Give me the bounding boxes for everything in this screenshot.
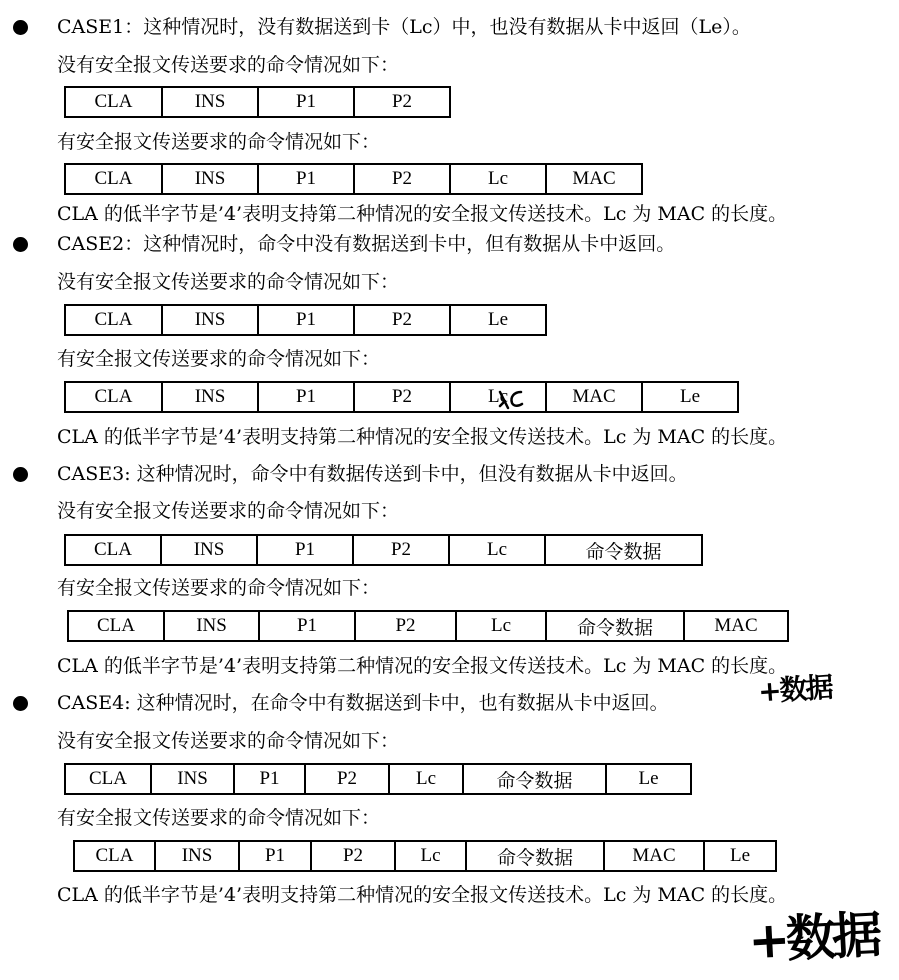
case1-no-secure-table bbox=[64, 86, 451, 118]
field-ins: INS bbox=[162, 87, 258, 117]
case1-secure-table bbox=[64, 163, 643, 195]
field-lc: Lc bbox=[450, 164, 546, 194]
field-cla: CLA bbox=[74, 841, 155, 871]
field-p1: P1 bbox=[258, 164, 354, 194]
field-mac: MAC bbox=[684, 611, 788, 641]
field-cla: CLA bbox=[65, 764, 151, 794]
field-cla: CLA bbox=[65, 164, 162, 194]
field-p2: P2 bbox=[354, 87, 450, 117]
case3-secure-table bbox=[67, 610, 789, 642]
field-p1: P1 bbox=[234, 764, 305, 794]
bullet-icon bbox=[13, 20, 28, 35]
field-ins: INS bbox=[161, 535, 257, 565]
field-lc: Lc bbox=[389, 764, 463, 794]
field-ins: INS bbox=[151, 764, 234, 794]
field-ins: INS bbox=[162, 382, 258, 412]
field-ins: INS bbox=[155, 841, 239, 871]
field-p1: P1 bbox=[258, 87, 354, 117]
field-lc: Lc bbox=[450, 382, 546, 412]
case1-secure-label: 有安全报文传送要求的命令情况如下： bbox=[57, 131, 381, 153]
field-p1: P1 bbox=[258, 382, 354, 412]
field-p1: P1 bbox=[258, 305, 354, 335]
bullet-icon bbox=[13, 467, 28, 482]
field-p2: P2 bbox=[353, 535, 449, 565]
case4-note: CLA 的低半字节是’4’表明支持第二种情况的安全报文传送技术。Lc 为 MAC 的长度。 bbox=[57, 884, 788, 906]
field-cla: CLA bbox=[65, 535, 161, 565]
field-ins: INS bbox=[162, 305, 258, 335]
field-p1: P1 bbox=[257, 535, 353, 565]
field-cla: CLA bbox=[65, 87, 162, 117]
case4-secure-label: 有安全报文传送要求的命令情况如下： bbox=[57, 807, 381, 829]
case3-note: CLA 的低半字节是’4’表明支持第二种情况的安全报文传送技术。Lc 为 MAC 的长度。 bbox=[57, 655, 788, 677]
case2-no-secure-table bbox=[64, 304, 547, 336]
case2-no-secure-label: 没有安全报文传送要求的命令情况如下： bbox=[57, 271, 400, 293]
case2-note: CLA 的低半字节是’4’表明支持第二种情况的安全报文传送技术。Lc 为 MAC 的长度。 bbox=[57, 426, 788, 448]
field-p2: P2 bbox=[354, 382, 450, 412]
field-le: Le bbox=[704, 841, 776, 871]
field-ins: INS bbox=[162, 164, 258, 194]
field-p1: P1 bbox=[259, 611, 355, 641]
field-command-data: 命令数据 bbox=[463, 764, 606, 794]
field-lc: Lc bbox=[449, 535, 545, 565]
case4-no-secure-table bbox=[64, 763, 692, 795]
bullet-icon bbox=[13, 237, 28, 252]
field-p2: P2 bbox=[354, 305, 450, 335]
field-p2: P2 bbox=[305, 764, 389, 794]
field-mac: MAC bbox=[546, 382, 642, 412]
field-cla: CLA bbox=[65, 382, 162, 412]
case4-secure-table bbox=[73, 840, 777, 872]
field-cla: CLA bbox=[68, 611, 164, 641]
field-command-data: 命令数据 bbox=[466, 841, 604, 871]
field-p2: P2 bbox=[311, 841, 395, 871]
field-le: Le bbox=[606, 764, 691, 794]
case4-no-secure-label: 没有安全报文传送要求的命令情况如下： bbox=[57, 730, 400, 752]
case1-no-secure-label: 没有安全报文传送要求的命令情况如下： bbox=[57, 54, 400, 76]
case4-title: CASE4: 这种情况时，在命令中有数据送到卡中，也有数据从卡中返回。 bbox=[57, 692, 669, 714]
field-command-data: 命令数据 bbox=[546, 611, 684, 641]
case1-title: CASE1：这种情况时，没有数据送到卡（Lc）中，也没有数据从卡中返回（Le）。 bbox=[57, 16, 751, 38]
case2-secure-label: 有安全报文传送要求的命令情况如下： bbox=[57, 348, 381, 370]
field-mac: MAC bbox=[546, 164, 642, 194]
case1-note: CLA 的低半字节是’4’表明支持第二种情况的安全报文传送技术。Lc 为 MAC 的长度。 bbox=[57, 203, 788, 225]
field-p1: P1 bbox=[239, 841, 311, 871]
field-ins: INS bbox=[164, 611, 259, 641]
field-lc: Lc bbox=[395, 841, 466, 871]
field-p2: P2 bbox=[355, 611, 456, 641]
handwritten-annotation-case4: +数据 bbox=[746, 905, 880, 971]
bullet-icon bbox=[13, 696, 28, 711]
field-cla: CLA bbox=[65, 305, 162, 335]
field-lc: Lc bbox=[456, 611, 546, 641]
case2-title: CASE2：这种情况时，命令中没有数据送到卡中，但有数据从卡中返回。 bbox=[57, 233, 676, 255]
case3-no-secure-table bbox=[64, 534, 703, 566]
case3-no-secure-label: 没有安全报文传送要求的命令情况如下： bbox=[57, 500, 400, 522]
field-le: Le bbox=[450, 305, 546, 335]
case3-secure-label: 有安全报文传送要求的命令情况如下： bbox=[57, 577, 381, 599]
field-p2: P2 bbox=[354, 164, 450, 194]
field-command-data: 命令数据 bbox=[545, 535, 702, 565]
case3-title: CASE3: 这种情况时，命令中有数据传送到卡中，但没有数据从卡中返回。 bbox=[57, 463, 688, 485]
field-le: Le bbox=[642, 382, 738, 412]
case2-secure-table bbox=[64, 381, 739, 413]
handwritten-annotation-case3: +数据 bbox=[757, 670, 833, 709]
field-mac: MAC bbox=[604, 841, 704, 871]
